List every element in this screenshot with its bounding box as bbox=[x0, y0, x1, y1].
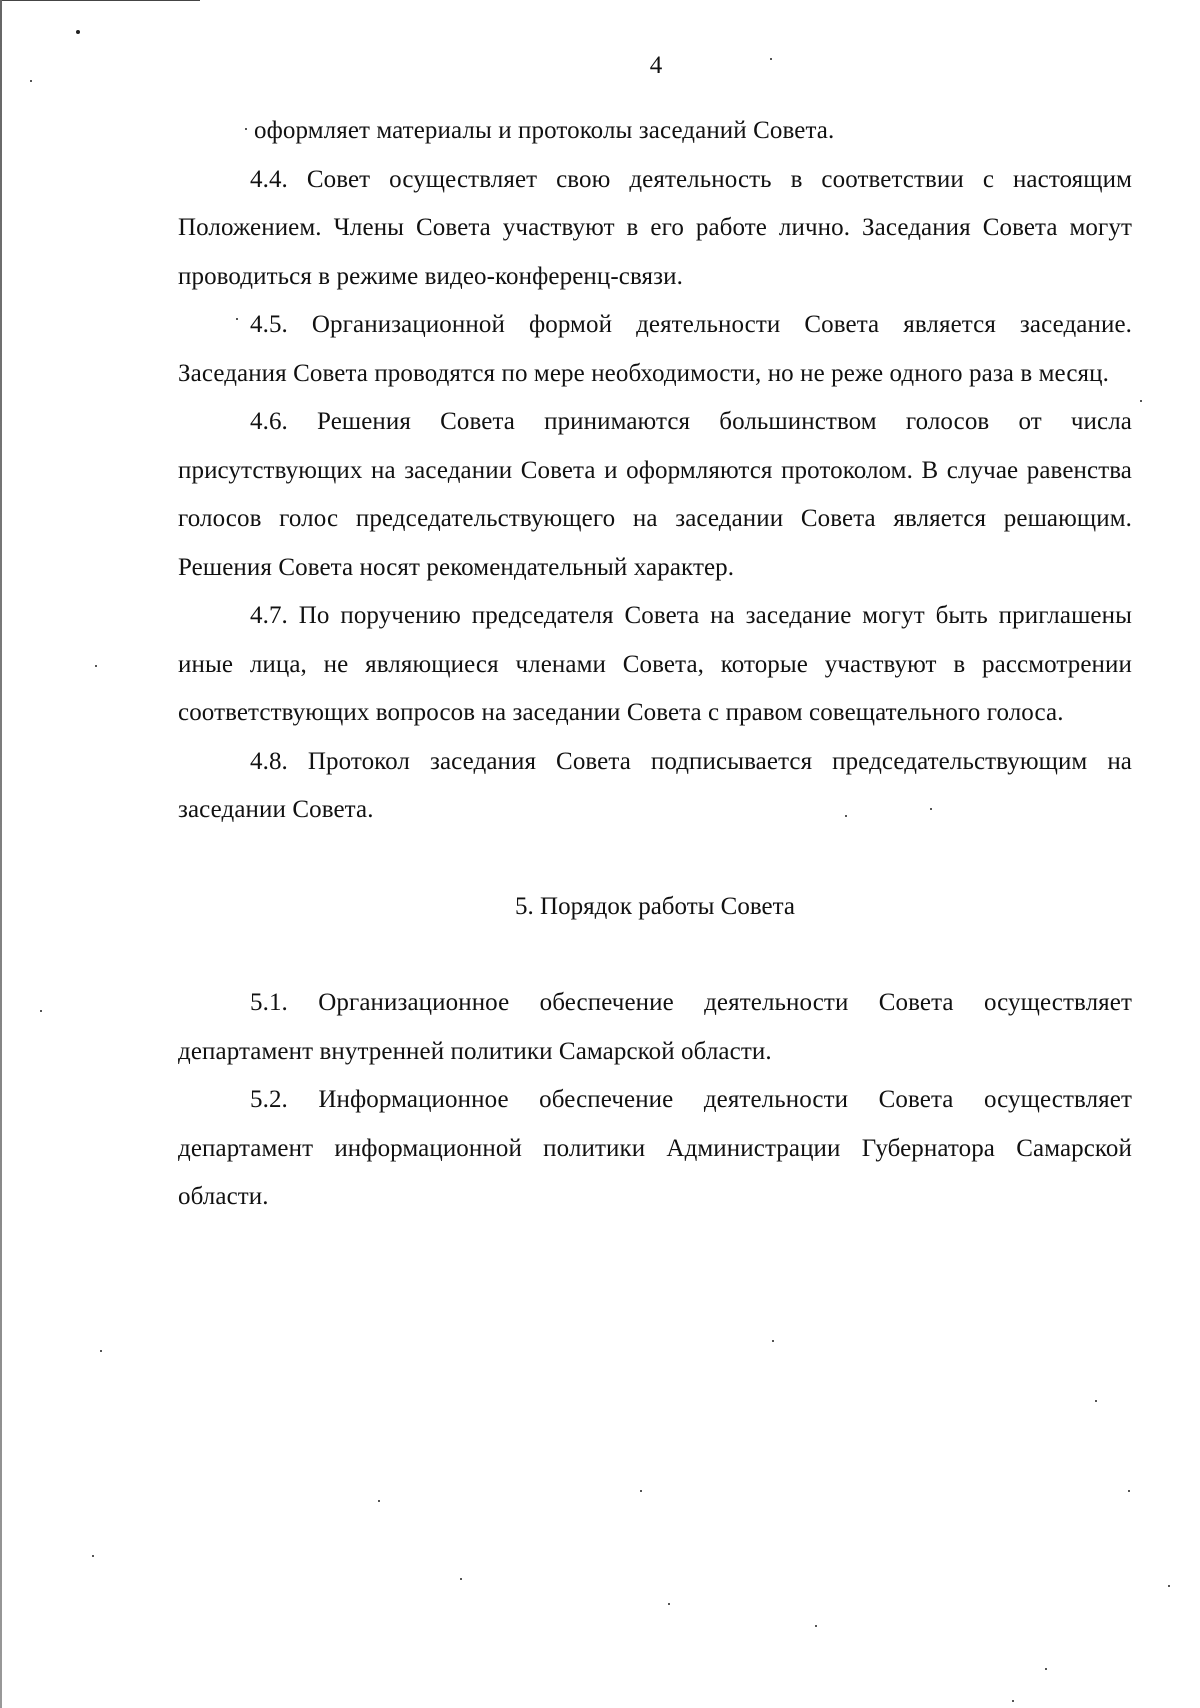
section-heading: 5. Порядок работы Совета bbox=[515, 892, 795, 920]
scan-speck bbox=[772, 1340, 774, 1342]
scan-speck bbox=[1045, 1668, 1047, 1670]
page-number bbox=[0, 52, 1200, 80]
paragraph-5-1: 5.1. Организационное обеспечение деятельности Совета осуществляет департамент внутренней политики Самарской области. bbox=[178, 989, 1132, 1065]
scan-speck bbox=[668, 1603, 670, 1605]
document-body bbox=[178, 107, 1132, 1222]
paragraph-4-6: 4.6. Решения Совета принимаются большинством голосов от числа присутствующих на заседании Совета и оформляются протоколом. В случае равенства голосов голос председательствующего на заседании Совета является решающим. Решения Совета носят рекомендательный характер. bbox=[178, 408, 1132, 581]
paragraph-4-7: 4.7. По поручению председателя Совета на заседание могут быть приглашены иные лица, не являющиеся членами Совета, которые участвуют в рассмотрении соответствующих вопросов на заседании Совета с правом совещательного голоса. bbox=[178, 602, 1132, 726]
scan-speck bbox=[770, 58, 772, 60]
paragraph-4-5: 4.5. Организационной формой деятельности Совета является заседание. Заседания Совета проводятся по мере необходимости, но не реже одного раза в месяц. bbox=[178, 311, 1132, 387]
scan-speck bbox=[1140, 400, 1142, 402]
scan-speck bbox=[460, 1578, 462, 1580]
scan-speck bbox=[815, 1625, 817, 1627]
scan-speck bbox=[1012, 1700, 1014, 1702]
scan-speck bbox=[76, 30, 80, 34]
scan-border-left bbox=[0, 0, 2, 1708]
scan-speck bbox=[236, 318, 238, 320]
scan-speck bbox=[245, 128, 247, 130]
paragraph-4-4: 4.4. Совет осуществляет свою деятельность в соответствии с настоящим Положением. Члены Совета участвуют в его работе лично. Заседания Совета могут проводиться в режиме видео-конференц-связи. bbox=[178, 165, 1132, 290]
paragraph-continuation: оформляет материалы и протоколы заседаний Совета. bbox=[254, 117, 835, 144]
scan-speck bbox=[92, 1555, 94, 1557]
page-number-text: 4 bbox=[649, 52, 663, 79]
scan-speck bbox=[30, 80, 32, 82]
paragraph-5-2: 5.2. Информационное обеспечение деятельности Совета осуществляет департамент информационной политики Администрации Губернатора Самарской области. bbox=[178, 1086, 1132, 1210]
paragraph-4-8: 4.8. Протокол заседания Совета подписывается председательствующим на заседании Совета. bbox=[178, 747, 1132, 823]
scan-speck bbox=[100, 1350, 102, 1352]
scan-speck bbox=[378, 1500, 380, 1502]
scan-speck bbox=[640, 1490, 642, 1492]
scan-border-top bbox=[0, 0, 200, 1]
scan-speck bbox=[1128, 1490, 1130, 1492]
scan-speck bbox=[40, 1010, 42, 1012]
scan-speck bbox=[930, 808, 932, 810]
scan-speck bbox=[845, 815, 847, 817]
scan-speck bbox=[95, 665, 97, 667]
scan-speck bbox=[1095, 1400, 1097, 1402]
scan-speck bbox=[1168, 1585, 1170, 1587]
